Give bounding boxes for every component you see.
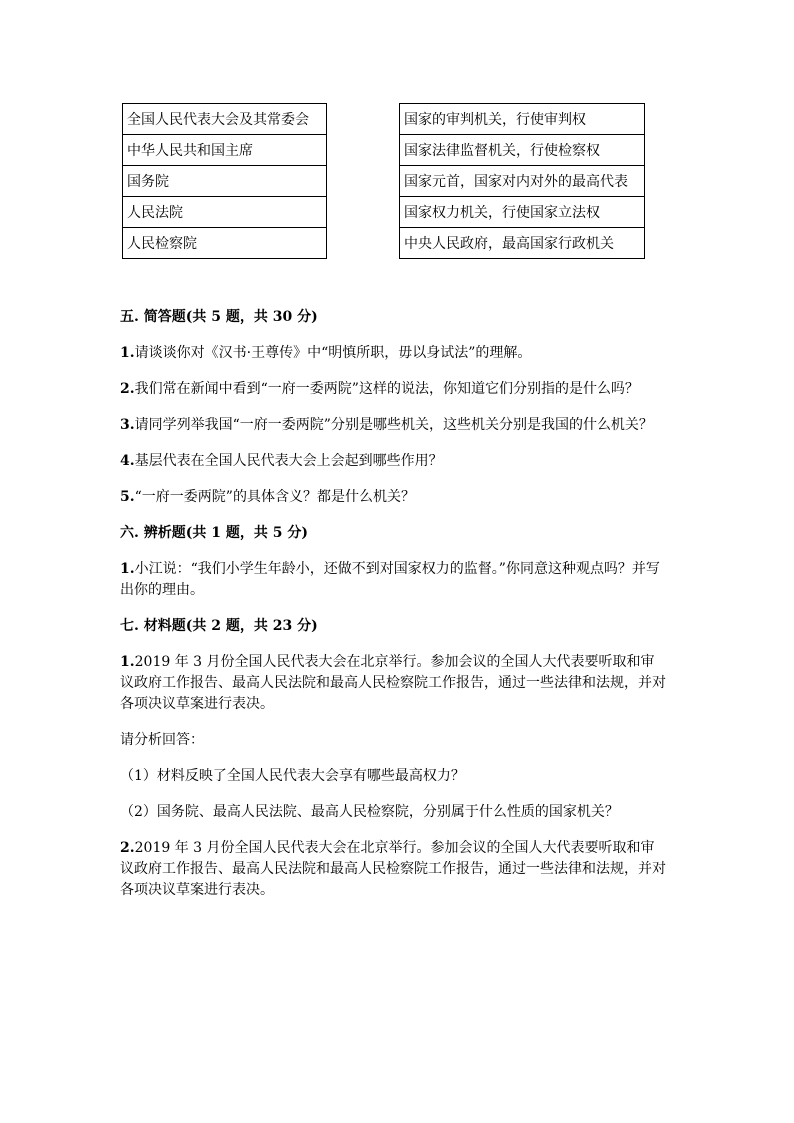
left-item-1: 全国人民代表大会及其常委会 (123, 104, 327, 135)
question-text: 2019 年 3 月份全国人民代表大会在北京举行。参加会议的全国人大代表要听取和审议政府工作报告、最高人民法院和最高人民检察院工作报告，通过一些法律和法规，并对各项决议草案进行表决。 (120, 654, 666, 712)
right-item-1: 国家的审判机关，行使审判权 (400, 104, 645, 135)
question-number: 1. (120, 345, 135, 361)
question-number: 1. (120, 654, 135, 670)
section-6-title: 六. 辨析题(共 1 题，共 5 分) (120, 525, 308, 541)
s5-question-5 (120, 487, 668, 508)
left-item-2: 中华人民共和国主席 (123, 135, 327, 166)
left-item-3: 国务院 (123, 166, 327, 197)
question-number: 2. (120, 381, 135, 397)
section-7-title: 七. 材料题(共 2 题，共 23 分) (120, 618, 318, 634)
left-item-5: 人民检察院 (123, 228, 327, 259)
s7-subquestion-2: （2）国务院、最高人民法院、最高人民检察院，分别属于什么性质的国家机关？ (120, 804, 619, 820)
right-item-2: 国家法律监督机关，行使检察权 (400, 135, 645, 166)
question-text: 小江说：“我们小学生年龄小，还做不到对国家权力的监督。”你同意这种观点吗？并写出你的理由。 (120, 561, 660, 598)
s6-question-1 (120, 559, 668, 601)
s7-subquestion-1: （1）材料反映了全国人民代表大会享有哪些最高权力？ (120, 768, 465, 784)
table-row (400, 228, 645, 259)
s5-question-1 (120, 343, 668, 364)
question-number: 5. (120, 489, 135, 505)
questions-content (120, 307, 668, 916)
section-5-title: 五. 简答题(共 5 题，共 30 分) (120, 309, 318, 325)
matching-left-table (122, 103, 327, 259)
table-row (400, 104, 645, 135)
table-row (123, 104, 327, 135)
s7-question-1 (120, 652, 668, 715)
right-item-4: 国家权力机关，行使国家立法权 (400, 197, 645, 228)
right-item-3: 国家元首，国家对内对外的最高代表 (400, 166, 645, 197)
question-text: 2019 年 3 月份全国人民代表大会在北京举行。参加会议的全国人大代表要听取和审议政府工作报告、最高人民法院和最高人民检察院工作报告，通过一些法律和法规，并对各项决议草案进行表决。 (120, 840, 666, 898)
right-item-5: 中央人民政府，最高国家行政机关 (400, 228, 645, 259)
question-number: 1. (120, 561, 135, 577)
table-row (400, 166, 645, 197)
table-row (123, 197, 327, 228)
question-number: 2. (120, 840, 135, 856)
s5-question-2 (120, 379, 668, 400)
question-number: 4. (120, 453, 135, 469)
question-text: 请同学列举我国“一府一委两院”分别是哪些机关，这些机关分别是我国的什么机关？ (134, 417, 653, 433)
left-item-4: 人民法院 (123, 197, 327, 228)
question-text: 基层代表在全国人民代表大会上会起到哪些作用？ (134, 453, 443, 469)
question-text: 我们常在新闻中看到“一府一委两院”这样的说法，你知道它们分别指的是什么吗？ (134, 381, 639, 397)
table-row (400, 135, 645, 166)
table-row (123, 135, 327, 166)
table-row (123, 228, 327, 259)
matching-right-table (399, 103, 645, 259)
s7-question-2 (120, 838, 668, 901)
question-text: “一府一委两院”的具体含义？都是什么机关？ (134, 489, 415, 505)
table-row (123, 166, 327, 197)
question-number: 3. (120, 417, 135, 433)
s5-question-4 (120, 451, 668, 472)
s5-question-3 (120, 415, 668, 436)
s7-prompt: 请分析回答： (120, 732, 204, 748)
table-row (400, 197, 645, 228)
question-text: 请谈谈你对《汉书·王尊传》中“明慎所职，毋以身试法”的理解。 (134, 345, 532, 361)
